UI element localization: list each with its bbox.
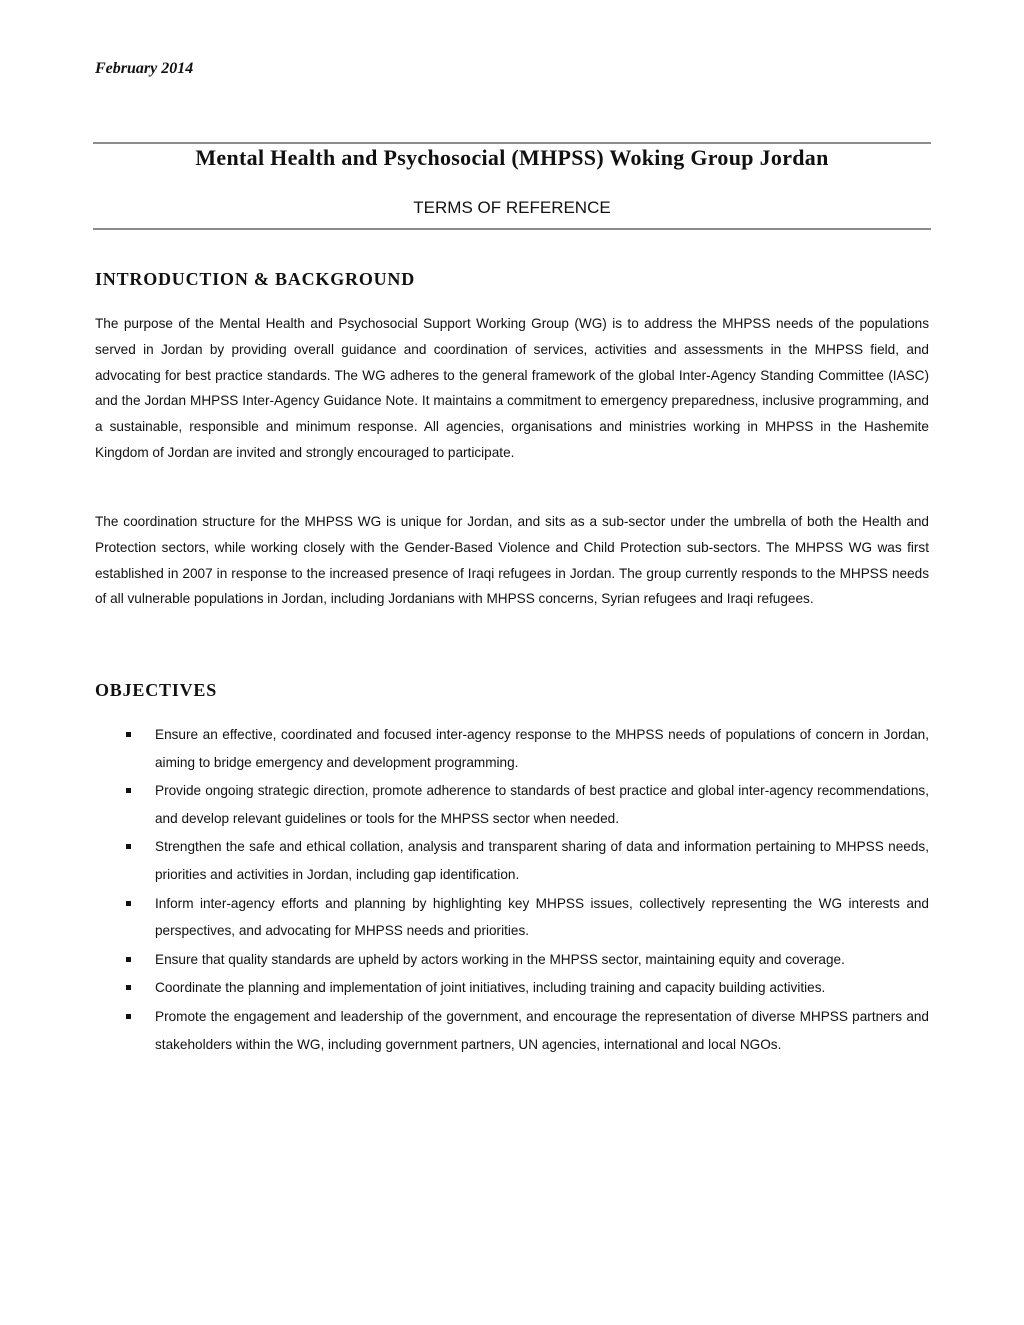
objectives-heading: OBJECTIVES (95, 680, 218, 700)
objective-item (95, 974, 929, 1002)
introduction-paragraph-2: The coordination structure for the MHPSS WG is unique for Jordan, and sits as a sub-sector under the umbrella of both the Health and Protection sectors, while working closely with the Gender-Based Violence and Child Protection sub-sectors. The MHPSS WG was first established in 2007 in response to the increased presence of Iraqi refugees in Jordan. The group currently responds to the MHPSS needs of all vulnerable populations in Jordan, including Jordanians with MHPSS concerns, Syrian refugees and Iraqi refugees. (95, 514, 929, 607)
square-bullet-icon (126, 1014, 131, 1019)
square-bullet-icon (126, 901, 131, 906)
objectives-list (95, 721, 929, 1059)
square-bullet-icon (126, 957, 131, 962)
objective-text: Provide ongoing strategic direction, promote adherence to standards of best practice and global inter-agency recommendations, and develop relevant guidelines or tools for the MHPSS sector when needed. (155, 783, 929, 826)
objective-text: Coordinate the planning and implementation of joint initiatives, including training and capacity building activities. (155, 980, 826, 996)
objective-item (95, 1003, 929, 1058)
objective-item (95, 833, 929, 888)
document-date: February 2014 (95, 60, 194, 77)
document-subtitle: TERMS OF REFERENCE (413, 198, 611, 217)
title-bottom-rule (93, 228, 931, 230)
objective-text: Ensure that quality standards are upheld by actors working in the MHPSS sector, maintaining equity and coverage. (155, 951, 845, 967)
square-bullet-icon (126, 985, 131, 990)
introduction-paragraph-1: The purpose of the Mental Health and Psychosocial Support Working Group (WG) is to address the MHPSS needs of the populations served in Jordan by providing overall guidance and coordination of services, activities and assessments in the MHPSS field, and advocating for best practice standards. The WG adheres to the general framework of the global Inter-Agency Standing Committee (IASC) and the Jordan MHPSS Inter-Agency Guidance Note. It maintains a commitment to emergency preparedness, inclusive programming, and a sustainable, responsible and minimum response. All agencies, organisations and ministries working in MHPSS in the Hashemite Kingdom of Jordan are invited and strongly encouraged to participate. (95, 316, 929, 460)
objective-text: Inform inter-agency efforts and planning by highlighting key MHPSS issues, collectively representing the WG interests and perspectives, and advocating for MHPSS needs and priorities. (155, 895, 929, 939)
square-bullet-icon (126, 844, 131, 849)
square-bullet-icon (126, 732, 131, 737)
objective-item (95, 890, 929, 945)
square-bullet-icon (126, 788, 131, 793)
objective-item (95, 946, 929, 974)
objective-item (95, 777, 929, 832)
objective-item (95, 721, 929, 776)
document-title: Mental Health and Psychosocial (MHPSS) Woking Group Jordan (195, 145, 829, 170)
objective-text: Ensure an effective, coordinated and focused inter-agency response to the MHPSS needs of populations of concern in Jordan, aiming to bridge emergency and development programming. (155, 727, 929, 770)
objective-text: Strengthen the safe and ethical collation, analysis and transparent sharing of data and information pertaining to MHPSS needs, priorities and activities in Jordan, including gap identification. (155, 839, 929, 882)
objective-text: Promote the engagement and leadership of the government, and encourage the representation of diverse MHPSS partners and stakeholders within the WG, including government partners, UN agencies, international and local NGOs. (155, 1008, 929, 1052)
title-top-rule (93, 142, 931, 144)
introduction-heading: INTRODUCTION & BACKGROUND (95, 269, 416, 289)
